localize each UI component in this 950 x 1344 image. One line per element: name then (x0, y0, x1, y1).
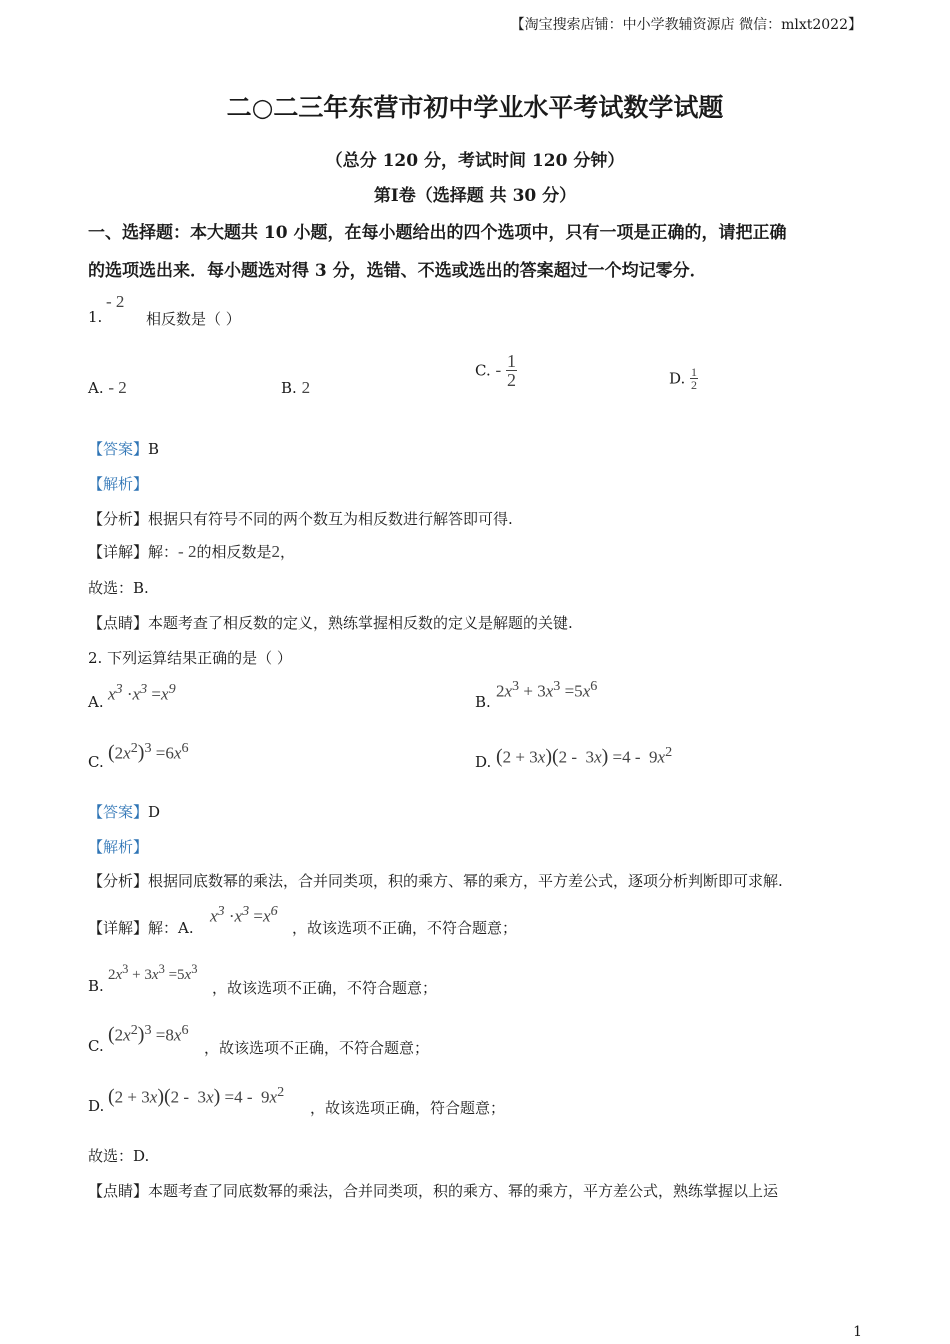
q1-detail (88, 541, 295, 562)
q1-option-b (281, 378, 310, 398)
dianjing-text: 本题考查了相反数的定义，熟练掌握相反数的定义是解题的关键. (148, 614, 573, 632)
answer-tag: 【答案】 (88, 440, 149, 458)
numerator: 1 (691, 365, 698, 379)
q2-detail-c-expr: $(2x^2)^3 =8x^6$ (108, 1022, 189, 1046)
q2-stem: 2. 下列运算结果正确的是（ ） (88, 649, 292, 667)
q2-option-a-label: A. (88, 693, 104, 711)
dianjing-text: 本题考查了同底数幂的乘法，合并同类项，积的乘方、幂的乘方，平方差公式，熟练掌握以上运 (148, 1182, 779, 1200)
detail-expr: 2 (271, 542, 280, 561)
header-watermark: 【淘宝搜索店铺：中小学教辅资源店 微信：mlxt2022】 (510, 17, 862, 33)
exam-subtitle: （总分 120 分，考试时间 120 分钟） (325, 151, 625, 171)
q1-expr: - 2 (106, 292, 125, 311)
instructions-line-2: 的选项选出来．每小题选对得 3 分，选错、不选或选出的答案超过一个均记零分． (88, 261, 707, 281)
q2-detail-c-label: C. (88, 1037, 104, 1055)
q2-detail-b-expr: $2x^3 + 3x^3 =5x^3$ (108, 962, 198, 983)
detail-tag: 【详解】 (88, 543, 149, 561)
q2-option-c-label: C. (88, 753, 104, 771)
page-number: 1 (853, 1324, 862, 1340)
q2-option-d-label: D. (475, 753, 492, 771)
answer-value: B (148, 440, 160, 458)
instructions-line-1: 一、选择题：本大题共 10 小题，在每小题给出的四个选项中，只有一项是正确的，请把正确 (88, 223, 787, 243)
q2-choose: 故选：D. (88, 1147, 150, 1165)
denominator: 2 (691, 378, 698, 392)
fenxi-tag: 【分析】 (88, 872, 149, 890)
q2-option-b-label: B. (475, 693, 491, 711)
fenxi-text: 根据同底数幂的乘法，合并同类项，积的乘方、幂的乘方，平方差公式，逐项分析判断即可求解. (148, 872, 783, 890)
option-label: B. (281, 379, 297, 397)
q1-choose: 故选：B. (88, 579, 149, 597)
q2-detail-a (88, 917, 194, 938)
q2-dianjing (88, 1180, 778, 1201)
detail-mid: 的相反数是 (196, 543, 272, 561)
q1-answer (88, 438, 159, 459)
q2-option-b-expr: $2x^3 + 3x^3 =5x^6$ (496, 678, 598, 701)
answer-value: D (148, 803, 161, 821)
q2-detail-d-expr: $(2 + 3x)(2 - 3x) =4 - 9x^2$ (108, 1084, 285, 1108)
q2-detail-d-comment: ，故该选项正确，符合题意； (310, 1099, 506, 1117)
page-title: 二○二三年东营市初中学业水平考试数学试题 (226, 93, 724, 122)
detail-pre: 解：A. (148, 919, 194, 937)
denominator: 2 (506, 370, 516, 390)
q1-option-c (475, 352, 517, 389)
section-heading: 第Ⅰ卷（选择题 共 30 分） (373, 186, 577, 206)
q2-option-c-expr: $(2x^2)^3 =6x^6$ (108, 740, 189, 764)
q2-answer (88, 801, 160, 822)
numerator: 1 (506, 351, 516, 371)
q2-detail-b-label: B. (88, 977, 104, 995)
q1-number: 1. (88, 308, 103, 326)
q1-analysis-tag: 【解析】 (88, 475, 149, 493)
fraction (506, 352, 517, 389)
detail-pre: 解： (148, 543, 179, 561)
q2-detail-c-comment: ，故该选项不正确，不符合题意； (204, 1039, 430, 1057)
fenxi-text: 根据只有符号不同的两个数互为相反数进行解答即可得. (148, 510, 513, 528)
q2-detail-a-comment: ，故该选项不正确，不符合题意； (292, 919, 518, 937)
dianjing-tag: 【点睛】 (88, 1182, 149, 1200)
fenxi-tag: 【分析】 (88, 510, 149, 528)
detail-tag: 【详解】 (88, 919, 149, 937)
answer-tag: 【答案】 (88, 803, 149, 821)
option-label: D. (669, 369, 686, 388)
q2-detail-d-label: D. (88, 1097, 105, 1115)
option-label: A. (88, 379, 104, 397)
q2-analysis-tag: 【解析】 (88, 838, 149, 856)
q1-option-a (88, 378, 127, 398)
dianjing-tag: 【点睛】 (88, 614, 149, 632)
q2-option-a-expr: $x^3 \cdot x^3 =x^9$ (108, 681, 176, 704)
q1-dianjing (88, 612, 573, 633)
q1-stem: 相反数是（ ） (146, 310, 241, 328)
option-value: - 2 (108, 378, 127, 397)
q2-option-d-expr: $(2 + 3x)(2 - 3x) =4 - 9x^2$ (496, 744, 673, 768)
detail-expr: - 2 (178, 542, 197, 561)
option-sign: - (495, 360, 502, 380)
q2-detail-b-comment: ，故该选项不正确，不符合题意； (212, 979, 438, 997)
q1-option-d (669, 366, 698, 391)
q2-fenxi (88, 870, 783, 891)
fraction (690, 366, 698, 391)
option-label: C. (475, 361, 491, 380)
option-value: 2 (301, 378, 311, 397)
q2-detail-a-expr: $x^3 \cdot x^3 =x^6$ (210, 903, 278, 926)
q1-fenxi (88, 508, 513, 529)
detail-post: ， (279, 543, 295, 561)
